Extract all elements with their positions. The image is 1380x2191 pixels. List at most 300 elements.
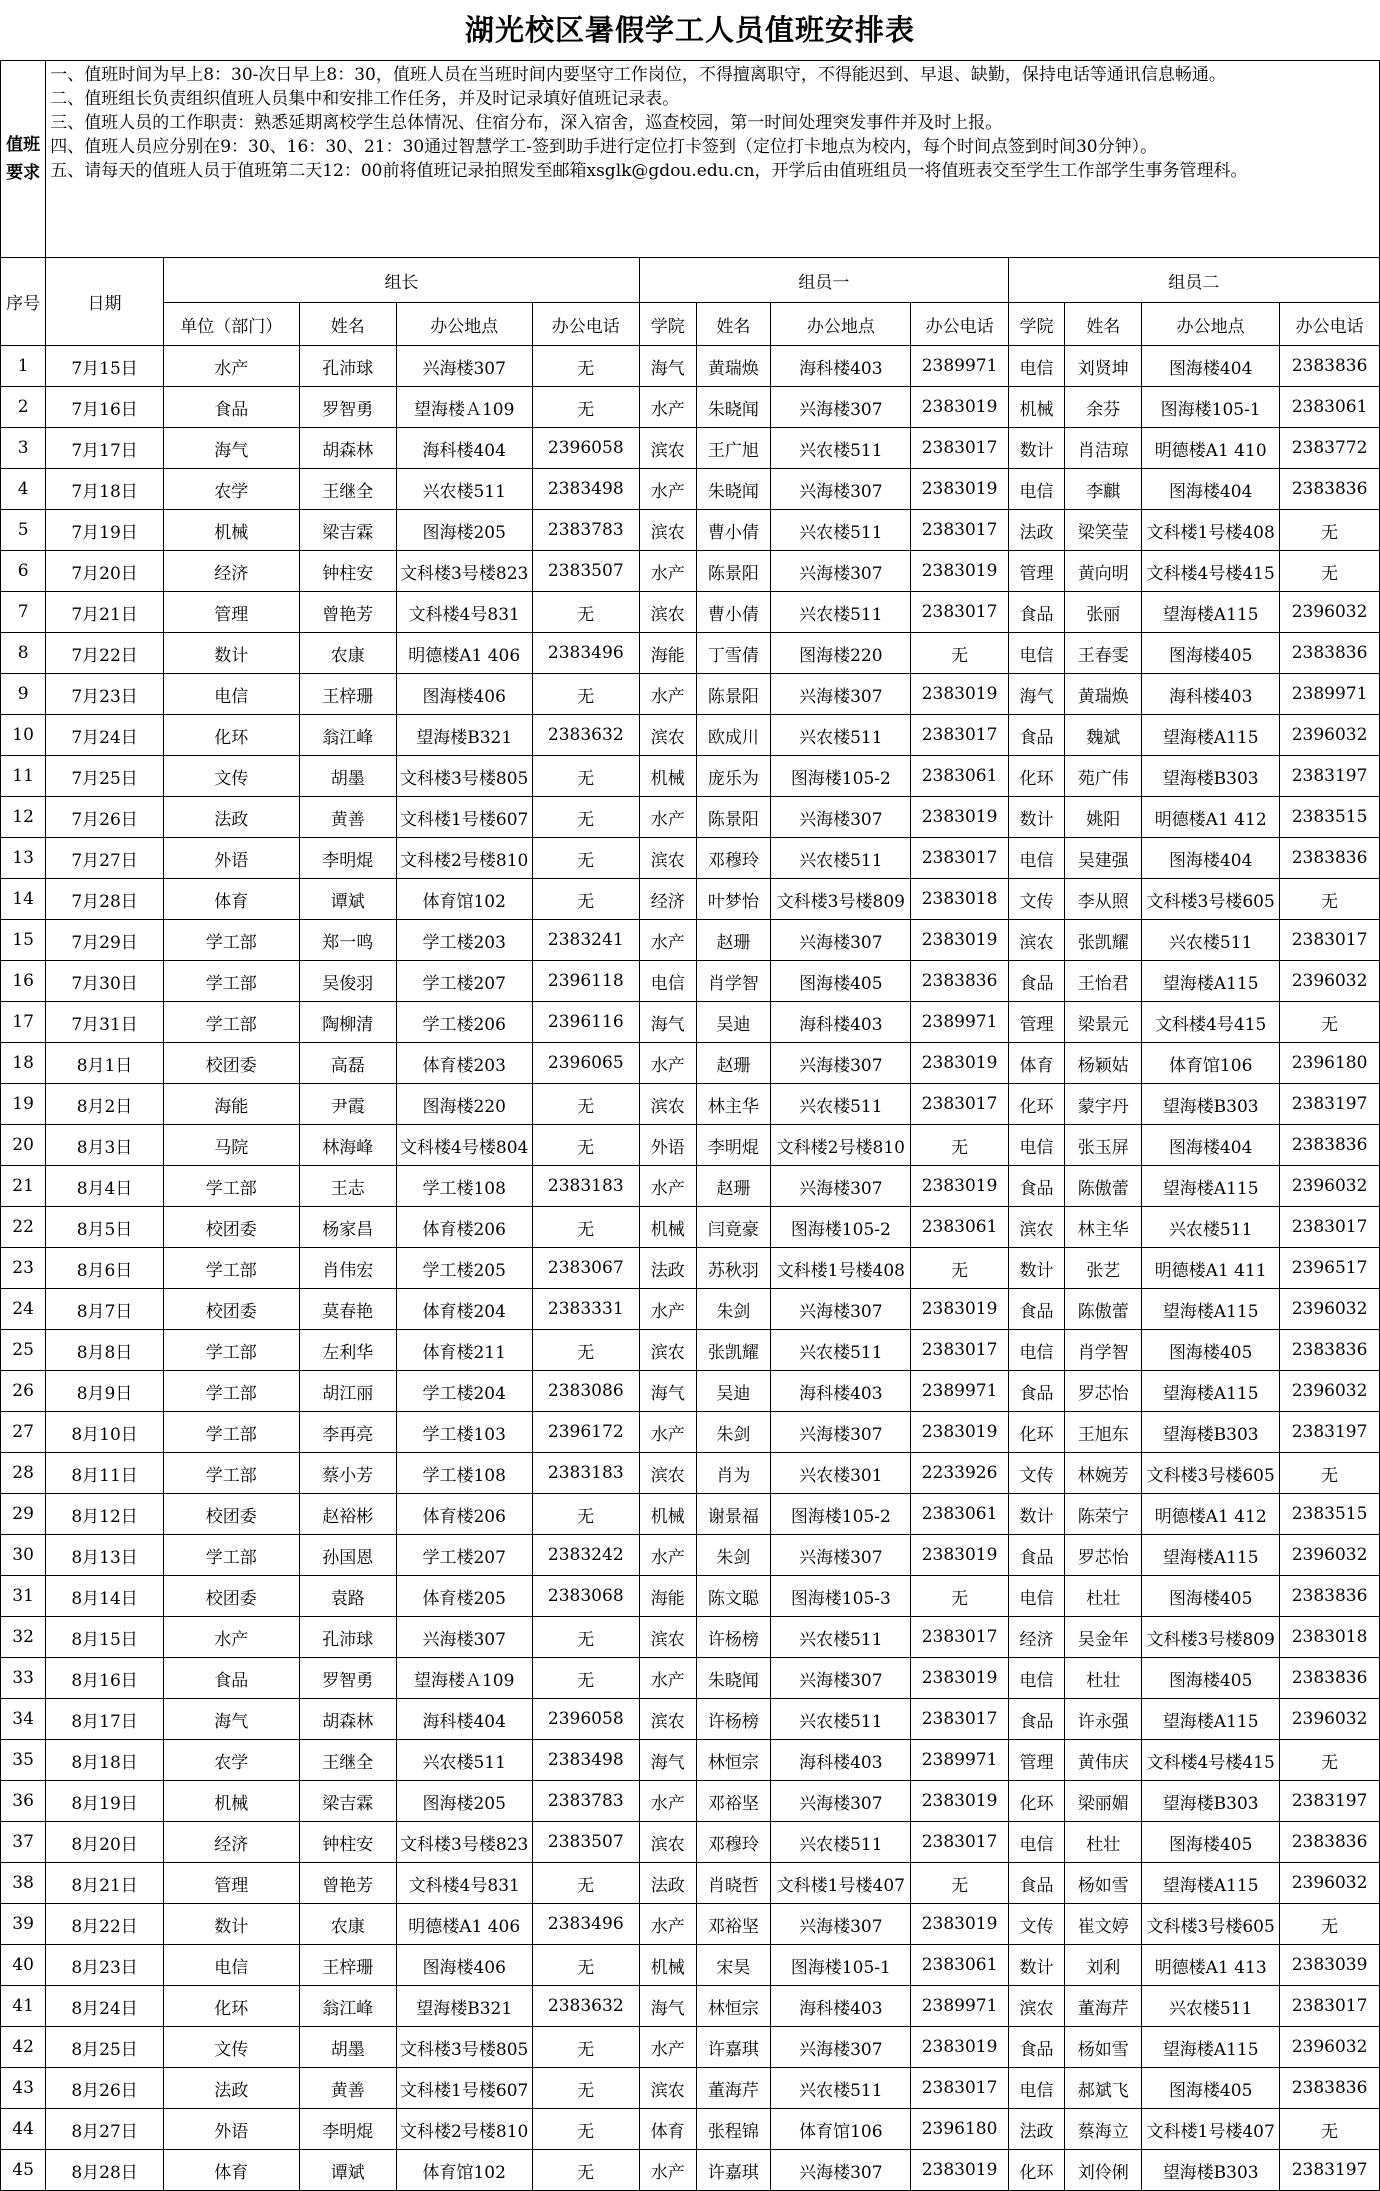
cell-leader-phone: 无: [532, 1207, 639, 1248]
cell-member1-office: 兴海楼307: [771, 387, 911, 428]
cell-member1-name: 林恒宗: [696, 1740, 771, 1781]
cell-member1-office: 图海楼105-2: [771, 756, 911, 797]
cell-leader-phone: 无: [532, 1084, 639, 1125]
cell-leader-office: 图海楼406: [396, 674, 532, 715]
cell-date: 8月6日: [46, 1248, 164, 1289]
header-office: 办公地点: [771, 303, 911, 346]
table-row: [1, 1494, 1380, 1535]
cell-seq: 8: [1, 633, 46, 674]
cell-member1-college: 海气: [640, 1371, 697, 1412]
cell-member1-office: 图海楼220: [771, 633, 911, 674]
cell-member2-name: 魏斌: [1065, 715, 1142, 756]
cell-member2-phone: 2383197: [1280, 756, 1380, 797]
cell-member1-name: 苏秋羽: [696, 1248, 771, 1289]
cell-member1-name: 丁雪倩: [696, 633, 771, 674]
cell-leader-office: 学工楼203: [396, 920, 532, 961]
cell-seq: 10: [1, 715, 46, 756]
cell-member1-name: 陈景阳: [696, 674, 771, 715]
table-row: [1, 1781, 1380, 1822]
cell-member2-phone: 2383772: [1280, 428, 1380, 469]
cell-member1-college: 滨农: [640, 715, 697, 756]
cell-leader-phone: 2383242: [532, 1535, 639, 1576]
cell-leader-name: 曾艳芳: [299, 1863, 396, 1904]
cell-member2-name: 张丽: [1065, 592, 1142, 633]
cell-member2-name: 罗芯怡: [1065, 1535, 1142, 1576]
cell-leader-phone: 2383068: [532, 1576, 639, 1617]
cell-leader-office: 明德楼A1 406: [396, 1904, 532, 1945]
cell-leader-office: 文科楼3号楼823: [396, 1822, 532, 1863]
cell-member1-phone: 2383019: [911, 1289, 1008, 1330]
cell-leader-office: 文科楼1号楼607: [396, 797, 532, 838]
cell-member2-office: 望海楼A115: [1142, 961, 1280, 1002]
cell-member1-name: 林主华: [696, 1084, 771, 1125]
cell-member1-office: 图海楼405: [771, 961, 911, 1002]
cell-leader-phone: 2396065: [532, 1043, 639, 1084]
cell-member1-phone: 2383019: [911, 2027, 1008, 2068]
cell-leader-office: 体育楼205: [396, 1576, 532, 1617]
cell-seq: 4: [1, 469, 46, 510]
cell-leader-phone: 2383331: [532, 1289, 639, 1330]
cell-seq: 38: [1, 1863, 46, 1904]
cell-member1-office: 兴海楼307: [771, 1043, 911, 1084]
cell-member2-phone: 2383197: [1280, 2150, 1380, 2191]
cell-member1-name: 曹小倩: [696, 592, 771, 633]
cell-seq: 9: [1, 674, 46, 715]
cell-member2-phone: 2383836: [1280, 1576, 1380, 1617]
cell-member1-college: 海气: [640, 1740, 697, 1781]
cell-date: 8月14日: [46, 1576, 164, 1617]
cell-member2-phone: 2396180: [1280, 1043, 1380, 1084]
table-row: [1, 715, 1380, 756]
cell-member2-college: 电信: [1008, 1125, 1065, 1166]
cell-member1-office: 兴海楼307: [771, 1904, 911, 1945]
table-row: [1, 1002, 1380, 1043]
cell-member2-college: 法政: [1008, 510, 1065, 551]
cell-member2-phone: 2396032: [1280, 1699, 1380, 1740]
cell-leader-office: 文科楼2号楼810: [396, 838, 532, 879]
cell-member1-name: 宋昊: [696, 1945, 771, 1986]
cell-leader-phone: 无: [532, 879, 639, 920]
cell-member2-office: 望海楼A115: [1142, 715, 1280, 756]
cell-member2-name: 黄向明: [1065, 551, 1142, 592]
header-group-leader: 组长: [163, 258, 639, 303]
cell-member2-office: 图海楼404: [1142, 838, 1280, 879]
cell-date: 7月20日: [46, 551, 164, 592]
cell-member1-office: 兴农楼511: [771, 592, 911, 633]
cell-member2-office: 望海楼A115: [1142, 1289, 1280, 1330]
cell-date: 7月25日: [46, 756, 164, 797]
cell-member1-name: 赵珊: [696, 1166, 771, 1207]
cell-member1-office: 文科楼1号楼408: [771, 1248, 911, 1289]
cell-leader-phone: 2383783: [532, 510, 639, 551]
cell-leader-office: 学工楼207: [396, 961, 532, 1002]
cell-member1-name: 陈景阳: [696, 551, 771, 592]
cell-member2-name: 蒙宇丹: [1065, 1084, 1142, 1125]
cell-member1-college: 海气: [640, 346, 697, 387]
cell-member1-phone: 2383019: [911, 1166, 1008, 1207]
cell-member1-name: 董海芹: [696, 2068, 771, 2109]
cell-member1-college: 海能: [640, 1576, 697, 1617]
cell-seq: 17: [1, 1002, 46, 1043]
cell-member2-office: 文科楼4号楼415: [1142, 1740, 1280, 1781]
table-row: [1, 1863, 1380, 1904]
cell-member2-college: 管理: [1008, 1002, 1065, 1043]
cell-leader-name: 王继全: [299, 1740, 396, 1781]
table-row: [1, 2150, 1380, 2191]
cell-member2-office: 文科楼3号楼605: [1142, 1904, 1280, 1945]
cell-member2-name: 陈傲蕾: [1065, 1166, 1142, 1207]
cell-member2-college: 滨农: [1008, 1207, 1065, 1248]
cell-member2-phone: 2383836: [1280, 1330, 1380, 1371]
cell-member1-name: 朱剑: [696, 1289, 771, 1330]
cell-leader-name: 林海峰: [299, 1125, 396, 1166]
cell-leader-name: 罗智勇: [299, 387, 396, 428]
cell-date: 7月16日: [46, 387, 164, 428]
cell-member2-college: 食品: [1008, 1371, 1065, 1412]
cell-member2-phone: 2396032: [1280, 592, 1380, 633]
cell-leader-phone: 2383496: [532, 1904, 639, 1945]
cell-leader-office: 望海楼Ａ109: [396, 387, 532, 428]
cell-leader-office: 兴海楼307: [396, 1617, 532, 1658]
cell-member1-phone: 2383019: [911, 469, 1008, 510]
table-row: [1, 1371, 1380, 1412]
table-row: [1, 1740, 1380, 1781]
cell-date: 8月17日: [46, 1699, 164, 1740]
cell-date: 8月4日: [46, 1166, 164, 1207]
table-row: [1, 510, 1380, 551]
cell-member2-college: 化环: [1008, 756, 1065, 797]
cell-member1-phone: 2389971: [911, 1740, 1008, 1781]
cell-leader-unit: 海气: [163, 1699, 299, 1740]
cell-member2-phone: 无: [1280, 1904, 1380, 1945]
cell-member2-name: 吴建强: [1065, 838, 1142, 879]
cell-member2-name: 肖洁琼: [1065, 428, 1142, 469]
cell-member2-name: 吴金年: [1065, 1617, 1142, 1658]
cell-date: 7月26日: [46, 797, 164, 838]
cell-member2-phone: 2396032: [1280, 1535, 1380, 1576]
cell-member1-college: 水产: [640, 1535, 697, 1576]
table-row: [1, 1125, 1380, 1166]
cell-member1-phone: 2383017: [911, 510, 1008, 551]
cell-member1-college: 水产: [640, 1043, 697, 1084]
table-row: [1, 1699, 1380, 1740]
cell-leader-phone: 2383241: [532, 920, 639, 961]
cell-member2-name: 苑广伟: [1065, 756, 1142, 797]
cell-leader-unit: 海气: [163, 428, 299, 469]
cell-date: 7月27日: [46, 838, 164, 879]
cell-date: 8月18日: [46, 1740, 164, 1781]
cell-member2-name: 林婉芳: [1065, 1453, 1142, 1494]
cell-member1-college: 滨农: [640, 592, 697, 633]
cell-leader-office: 体育楼204: [396, 1289, 532, 1330]
cell-leader-name: 高磊: [299, 1043, 396, 1084]
cell-seq: 2: [1, 387, 46, 428]
cell-leader-office: 文科楼1号楼607: [396, 2068, 532, 2109]
cell-seq: 43: [1, 2068, 46, 2109]
cell-leader-unit: 电信: [163, 674, 299, 715]
table-row: [1, 838, 1380, 879]
cell-member1-name: 朱晓闻: [696, 387, 771, 428]
cell-member2-office: 图海楼404: [1142, 346, 1280, 387]
table-row: [1, 797, 1380, 838]
cell-member1-college: 法政: [640, 1863, 697, 1904]
sheet-title: 湖光校区暑假学工人员值班安排表: [464, 13, 915, 47]
header-phone: 办公电话: [911, 303, 1008, 346]
cell-member2-phone: 2383018: [1280, 1617, 1380, 1658]
cell-member2-college: 电信: [1008, 346, 1065, 387]
cell-leader-office: 体育楼203: [396, 1043, 532, 1084]
cell-member2-name: 崔文婷: [1065, 1904, 1142, 1945]
cell-member1-college: 海能: [640, 633, 697, 674]
header-office: 办公地点: [396, 303, 532, 346]
table-row: [1, 1658, 1380, 1699]
cell-leader-name: 梁吉霖: [299, 1781, 396, 1822]
cell-member1-name: 许杨榜: [696, 1617, 771, 1658]
cell-seq: 6: [1, 551, 46, 592]
cell-member2-name: 董海芹: [1065, 1986, 1142, 2027]
cell-member2-office: 文科楼3号楼605: [1142, 1453, 1280, 1494]
cell-member1-name: 肖晓哲: [696, 1863, 771, 1904]
cell-leader-name: 尹霞: [299, 1084, 396, 1125]
table-row: [1, 1904, 1380, 1945]
cell-seq: 23: [1, 1248, 46, 1289]
cell-member2-office: 图海楼405: [1142, 2068, 1280, 2109]
cell-leader-unit: 水产: [163, 1617, 299, 1658]
cell-seq: 1: [1, 346, 46, 387]
cell-leader-unit: 体育: [163, 879, 299, 920]
cell-member2-office: 明德楼A1 410: [1142, 428, 1280, 469]
cell-date: 8月26日: [46, 2068, 164, 2109]
cell-member2-office: 图海楼405: [1142, 1658, 1280, 1699]
cell-member2-college: 电信: [1008, 469, 1065, 510]
requirement-item: 三、值班人员的工作职责：熟悉延期离校学生总体情况、住宿分布，深入宿舍，巡查校园，第一时间处理突发事件并及时上报。: [50, 113, 1003, 133]
cell-member1-office: 兴海楼307: [771, 1412, 911, 1453]
header-name: 姓名: [299, 303, 396, 346]
cell-member2-name: 张玉屏: [1065, 1125, 1142, 1166]
table-row: [1, 1289, 1380, 1330]
cell-leader-unit: 外语: [163, 2109, 299, 2150]
cell-member1-name: 朱晓闻: [696, 469, 771, 510]
cell-member1-college: 海气: [640, 1986, 697, 2027]
cell-member1-office: 海科楼403: [771, 346, 911, 387]
cell-leader-name: 杨家昌: [299, 1207, 396, 1248]
cell-leader-phone: 2396058: [532, 1699, 639, 1740]
cell-leader-unit: 校团委: [163, 1043, 299, 1084]
cell-seq: 42: [1, 2027, 46, 2068]
cell-member2-college: 食品: [1008, 1166, 1065, 1207]
cell-leader-phone: 2383632: [532, 1986, 639, 2027]
cell-member1-phone: 无: [911, 1576, 1008, 1617]
cell-seq: 24: [1, 1289, 46, 1330]
cell-seq: 3: [1, 428, 46, 469]
cell-member1-phone: 2383061: [911, 1945, 1008, 1986]
cell-date: 8月19日: [46, 1781, 164, 1822]
cell-member1-college: 经济: [640, 879, 697, 920]
cell-leader-phone: 无: [532, 838, 639, 879]
cell-member1-name: 曹小倩: [696, 510, 771, 551]
cell-leader-name: 王继全: [299, 469, 396, 510]
cell-seq: 35: [1, 1740, 46, 1781]
cell-leader-office: 文科楼3号楼823: [396, 551, 532, 592]
cell-member1-college: 水产: [640, 674, 697, 715]
cell-leader-name: 胡墨: [299, 756, 396, 797]
cell-member1-phone: 2383019: [911, 2150, 1008, 2191]
cell-member2-office: 望海楼A115: [1142, 1535, 1280, 1576]
cell-member1-name: 庞乐为: [696, 756, 771, 797]
cell-member1-college: 滨农: [640, 2068, 697, 2109]
cell-leader-phone: 2396058: [532, 428, 639, 469]
table-row: [1, 469, 1380, 510]
header-group-row: [1, 258, 1380, 303]
cell-member2-college: 文传: [1008, 879, 1065, 920]
cell-leader-phone: 2383067: [532, 1248, 639, 1289]
cell-member1-phone: 2383019: [911, 1781, 1008, 1822]
cell-member2-phone: 2383836: [1280, 346, 1380, 387]
cell-member1-college: 水产: [640, 551, 697, 592]
table-row: [1, 1453, 1380, 1494]
cell-member2-name: 蔡海立: [1065, 2109, 1142, 2150]
cell-member1-name: 王广旭: [696, 428, 771, 469]
cell-seq: 18: [1, 1043, 46, 1084]
duty-table: [0, 60, 1380, 2191]
cell-member1-office: 兴海楼307: [771, 920, 911, 961]
cell-member1-phone: 2389971: [911, 1002, 1008, 1043]
cell-member2-college: 食品: [1008, 1535, 1065, 1576]
cell-member1-name: 谢景福: [696, 1494, 771, 1535]
cell-seq: 33: [1, 1658, 46, 1699]
cell-member1-phone: 2383017: [911, 1617, 1008, 1658]
cell-member2-office: 文科楼1号楼407: [1142, 2109, 1280, 2150]
cell-leader-office: 体育楼206: [396, 1207, 532, 1248]
cell-member2-phone: 2383017: [1280, 1986, 1380, 2027]
cell-member2-name: 杜壮: [1065, 1658, 1142, 1699]
cell-member2-name: 张艺: [1065, 1248, 1142, 1289]
cell-member2-phone: 2383197: [1280, 1412, 1380, 1453]
cell-member1-office: 兴农楼511: [771, 1822, 911, 1863]
cell-member2-office: 文科楼4号楼415: [1142, 551, 1280, 592]
cell-seq: 7: [1, 592, 46, 633]
requirement-item: 五、请每天的值班人员于值班第二天12：00前将值班记录拍照发至邮箱xsglk@gdou.edu.cn，开学后由值班组员一将值班表交至学生工作部学生事务管理科。: [50, 161, 1248, 181]
cell-leader-phone: 无: [532, 1658, 639, 1699]
cell-member2-name: 杨如雪: [1065, 2027, 1142, 2068]
cell-leader-phone: 2383783: [532, 1781, 639, 1822]
cell-leader-phone: 无: [532, 387, 639, 428]
cell-member1-office: 海科楼403: [771, 1986, 911, 2027]
cell-date: 8月10日: [46, 1412, 164, 1453]
cell-date: 7月19日: [46, 510, 164, 551]
cell-member1-office: 兴海楼307: [771, 2150, 911, 2191]
cell-leader-unit: 学工部: [163, 1535, 299, 1576]
cell-member1-office: 兴农楼511: [771, 1330, 911, 1371]
cell-leader-unit: 海能: [163, 1084, 299, 1125]
cell-leader-name: 胡森林: [299, 428, 396, 469]
cell-leader-name: 郑一鸣: [299, 920, 396, 961]
cell-leader-phone: 无: [532, 674, 639, 715]
cell-date: 7月30日: [46, 961, 164, 1002]
cell-member2-college: 管理: [1008, 1740, 1065, 1781]
cell-member1-phone: 2383019: [911, 1658, 1008, 1699]
table-row: [1, 633, 1380, 674]
cell-leader-office: 文科楼3号楼805: [396, 2027, 532, 2068]
requirement-item: 二、值班组长负责组织值班人员集中和安排工作任务，并及时记录填好值班记录表。: [50, 89, 680, 109]
cell-seq: 16: [1, 961, 46, 1002]
cell-member2-phone: 2396032: [1280, 1371, 1380, 1412]
cell-date: 8月25日: [46, 2027, 164, 2068]
cell-member1-college: 机械: [640, 1945, 697, 1986]
cell-member1-college: 水产: [640, 920, 697, 961]
cell-member2-phone: 2383017: [1280, 1207, 1380, 1248]
cell-member1-office: 兴海楼307: [771, 469, 911, 510]
cell-seq: 32: [1, 1617, 46, 1658]
cell-member1-name: 陈景阳: [696, 797, 771, 838]
cell-member1-office: 兴农楼511: [771, 1084, 911, 1125]
cell-member2-college: 电信: [1008, 1658, 1065, 1699]
cell-date: 7月21日: [46, 592, 164, 633]
header-member2: 组员二: [1008, 258, 1379, 303]
cell-member1-name: 赵珊: [696, 920, 771, 961]
cell-member2-office: 望海楼B303: [1142, 756, 1280, 797]
cell-leader-phone: 2383183: [532, 1453, 639, 1494]
cell-member2-office: 文科楼1号楼408: [1142, 510, 1280, 551]
cell-seq: 36: [1, 1781, 46, 1822]
cell-date: 8月15日: [46, 1617, 164, 1658]
cell-member1-office: 兴农楼511: [771, 428, 911, 469]
table-row: [1, 551, 1380, 592]
cell-member2-office: 明德楼A1 413: [1142, 1945, 1280, 1986]
cell-leader-phone: 2383507: [532, 551, 639, 592]
cell-member2-phone: 无: [1280, 551, 1380, 592]
cell-member2-phone: 2396032: [1280, 1863, 1380, 1904]
cell-member1-phone: 2383061: [911, 1207, 1008, 1248]
cell-leader-office: 文科楼4号楼804: [396, 1125, 532, 1166]
cell-leader-name: 黄善: [299, 2068, 396, 2109]
cell-leader-unit: 外语: [163, 838, 299, 879]
cell-member2-office: 图海楼405: [1142, 1330, 1280, 1371]
cell-leader-office: 学工楼207: [396, 1535, 532, 1576]
cell-member1-phone: 2383019: [911, 1535, 1008, 1576]
cell-leader-office: 海科楼404: [396, 428, 532, 469]
cell-member2-college: 文传: [1008, 1904, 1065, 1945]
cell-member1-phone: 2383019: [911, 797, 1008, 838]
cell-member1-college: 水产: [640, 2150, 697, 2191]
requirements-label: 值班 要求: [1, 61, 46, 258]
cell-member1-office: 图海楼105-2: [771, 1494, 911, 1535]
cell-leader-office: 文科楼2号楼810: [396, 2109, 532, 2150]
cell-member1-college: 水产: [640, 387, 697, 428]
cell-leader-name: 孙国恩: [299, 1535, 396, 1576]
cell-member1-name: 陈文聪: [696, 1576, 771, 1617]
cell-member2-college: 滨农: [1008, 920, 1065, 961]
cell-date: 7月22日: [46, 633, 164, 674]
cell-member1-phone: 2383017: [911, 1330, 1008, 1371]
cell-leader-unit: 体育: [163, 2150, 299, 2191]
cell-leader-office: 学工楼204: [396, 1371, 532, 1412]
cell-member1-college: 水产: [640, 1166, 697, 1207]
cell-date: 8月28日: [46, 2150, 164, 2191]
cell-leader-unit: 机械: [163, 510, 299, 551]
cell-member1-phone: 无: [911, 1125, 1008, 1166]
cell-member1-office: 兴农楼511: [771, 1699, 911, 1740]
cell-seq: 31: [1, 1576, 46, 1617]
cell-seq: 13: [1, 838, 46, 879]
cell-leader-office: 文科楼4号831: [396, 592, 532, 633]
cell-member1-phone: 无: [911, 1863, 1008, 1904]
header-sub-row: [1, 303, 1380, 346]
cell-leader-unit: 数计: [163, 633, 299, 674]
cell-member2-office: 望海楼A115: [1142, 1166, 1280, 1207]
cell-member1-college: 外语: [640, 1125, 697, 1166]
cell-member1-name: 欧成川: [696, 715, 771, 756]
